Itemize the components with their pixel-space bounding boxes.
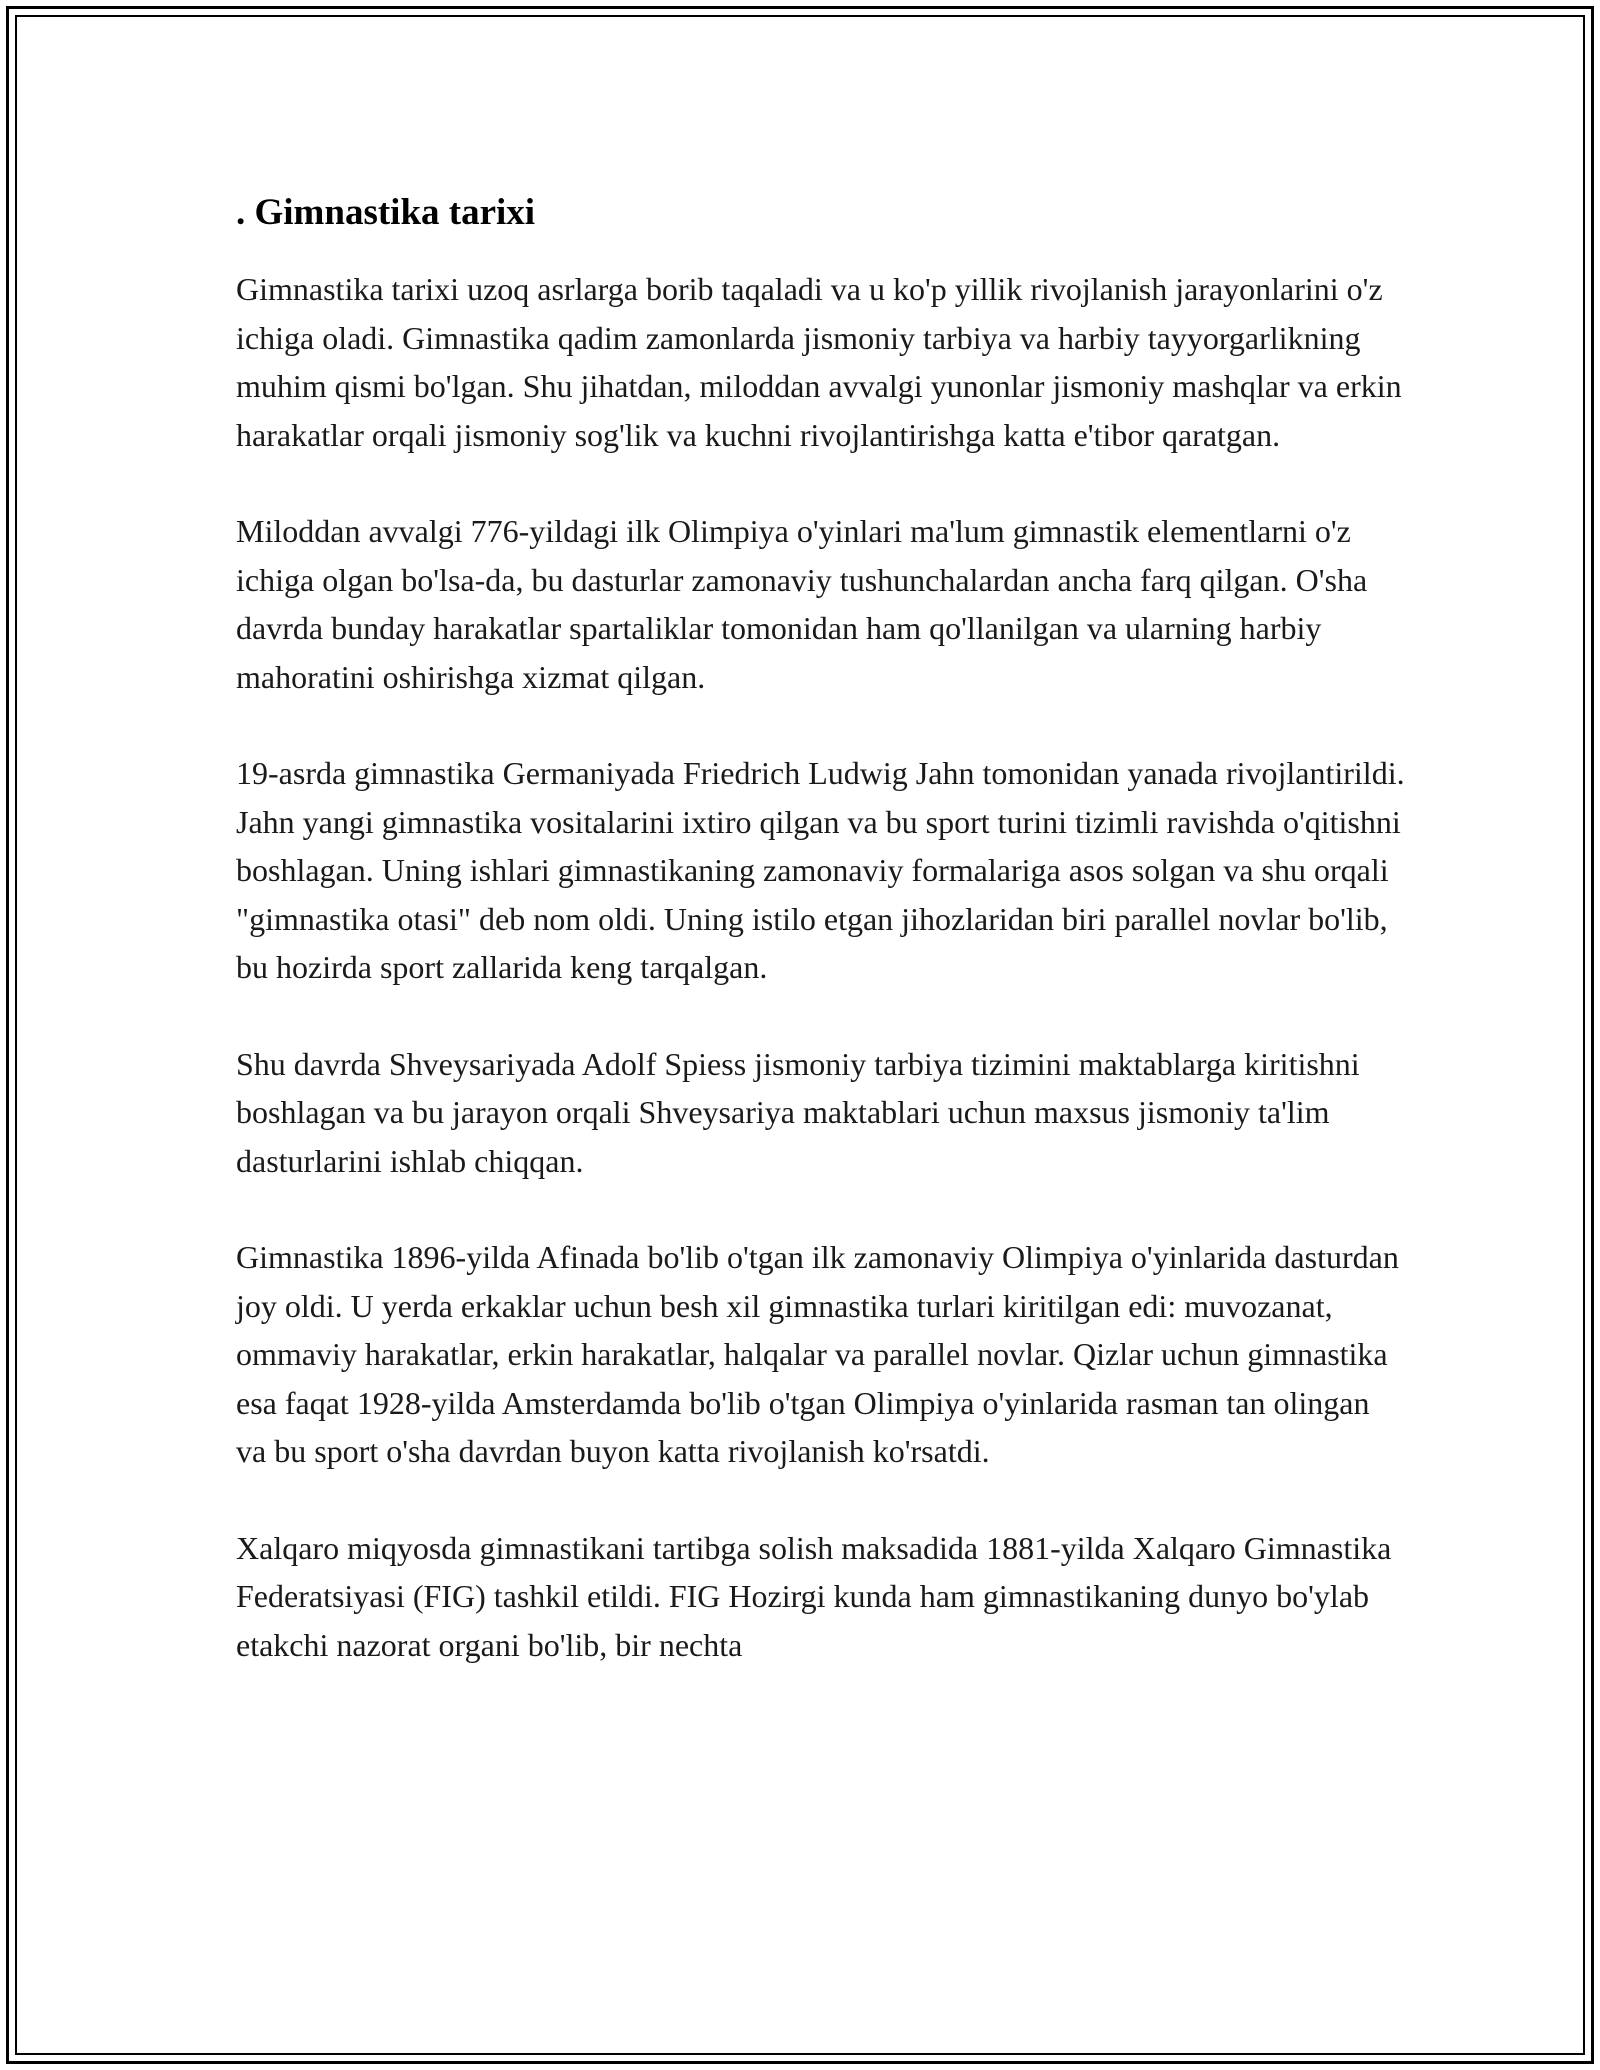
section-heading: . Gimnastika tarixi [236,192,536,233]
paragraph-fig-federation: Xalqaro miqyosda gimnastikani tartibga solish maksadida 1881-yilda Xalqaro Gimnastika Federatsiyasi (FIG) tashkil etildi. FIG Hozirgi kunda ham gimnastikaning dunyo bo'ylab etakchi nazorat organi bo'lib, bir nechta [236,1529,1392,1663]
paragraph-olympic-776: Miloddan avvalgi 776-yildagi ilk Olimpiya o'yinlari ma'lum gimnastik elementlarni o'z ichiga olgan bo'lsa-da, bu dasturlar zamonaviy tushunchalardan ancha farq qilgan. O'sha davrda bunday harakatlar spartaliklar tomonidan ham qo'llanilgan va ularning harbiy mahoratini oshirishga xizmat qilgan. [236,513,1368,695]
paragraph-jahn-germany: 19-asrda gimnastika Germaniyada Friedrich Ludwig Jahn tomonidan yanada rivojlantirildi. Jahn yangi gimnastika vositalarini ixtiro qilgan va bu sport turini tizimli ravishda o'qitishni boshlagan. Uning ishlari gimnastikaning zamonaviy formalariga asos solgan va shu orqali "gimnastika otasi" deb nom oldi. Uning istilo etgan jihozlaridan biri parallel novlar bo'lib, bu hozirda sport zallarida keng tarqalgan. [236,755,1405,985]
document-body [236,188,1406,1717]
paragraph-spiess-switzerland: Shu davrda Shveysariyada Adolf Spiess jismoniy tarbiya tizimini maktablarga kiritishni boshlagan va bu jarayon orqali Shveysariya maktablari uchun maxsus jismoniy ta'lim dasturlarini ishlab chiqqan. [236,1045,1360,1179]
paragraph-olympics-1896: Gimnastika 1896-yilda Afinada bo'lib o'tgan ilk zamonaviy Olimpiya o'yinlarida dasturdan joy oldi. U yerda erkaklar uchun besh xil gimnastika turlari kiritilgan edi: muvozanat, ommaviy harakatlar, erkin harakatlar, halqalar va parallel novlar. Qizlar uchun gimnastika esa faqat 1928-yilda Amsterdamda bo'lib o'tgan Olimpiya o'yinlarida rasman tan olingan va bu sport o'sha davrdan buyon katta rivojlanish ko'rsatdi. [236,1239,1399,1469]
paragraph-ancient-history: Gimnastika tarixi uzoq asrlarga borib taqaladi va u ko'p yillik rivojlanish jarayonlarini o'z ichiga oladi. Gimnastika qadim zamonlarda jismoniy tarbiya va harbiy tayyorgarlikning muhim qismi bo'lgan. Shu jihatdan, miloddan avvalgi yunonlar jismoniy mashqlar va erkin harakatlar orqali jismoniy sog'lik va kuchni rivojlantirishga katta e'tibor qaratgan. [236,271,1402,453]
